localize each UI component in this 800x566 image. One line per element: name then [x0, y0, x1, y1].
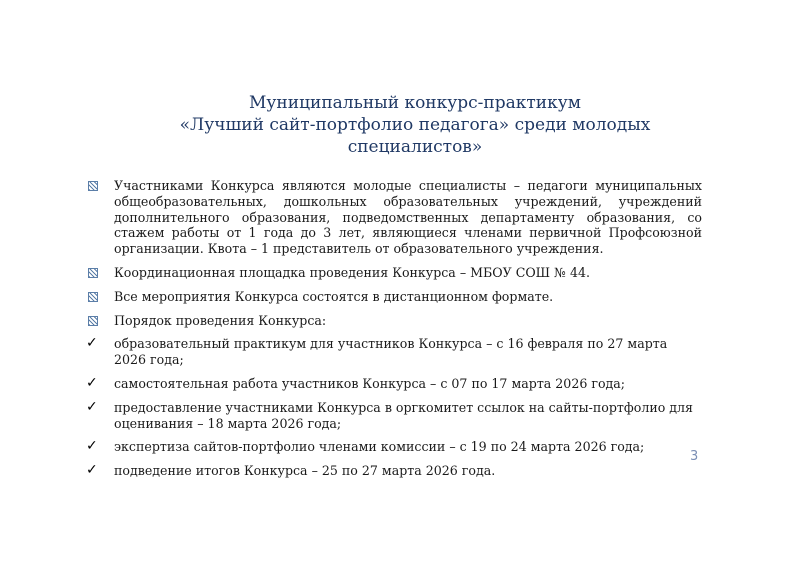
checkmark-icon: ✓ — [86, 462, 98, 479]
list-item — [86, 336, 702, 368]
list-item-text: подведение итогов Конкурса – 25 по 27 марта 2026 года. — [114, 463, 496, 479]
list-item-text: Порядок проведения Конкурса: — [114, 312, 327, 328]
list-item-text: Участниками Конкурса являются молодые специалисты – педагоги муниципальных общеобразовательных, дошкольных образовательных учреждений, учреждений дополнительного образования, подведомственных департаменту образования, со стажем работы от 1 года до 3 лет, являющиеся членами первичной Профсоюзной организации. Квота – 1 представитель от образовательного учреждения. — [114, 178, 702, 257]
title-line-1: Муниципальный конкурс-практикум — [249, 93, 581, 113]
page-title — [120, 92, 710, 158]
bullet-list — [86, 178, 702, 487]
title-line-2: «Лучший сайт-портфолио педагога» среди молодых — [179, 115, 651, 135]
box-bullet-icon — [88, 316, 98, 326]
list-item — [86, 376, 702, 392]
checkmark-icon: ✓ — [86, 335, 98, 352]
list-item-text: самостоятельная работа участников Конкурса – с 07 по 17 марта 2026 года; — [114, 375, 626, 391]
list-item — [86, 439, 702, 455]
box-bullet-icon — [88, 268, 98, 278]
list-item — [86, 265, 702, 281]
page-number: 3 — [690, 449, 699, 464]
checkmark-icon: ✓ — [86, 374, 98, 391]
list-item — [86, 178, 702, 257]
checkmark-icon: ✓ — [86, 438, 98, 455]
list-item — [86, 463, 702, 479]
list-item-text: предоставление участниками Конкурса в оргкомитет ссылок на сайты-портфолио для оценивания – 18 марта 2026 года; — [114, 399, 693, 431]
list-item — [86, 289, 702, 305]
list-item-text: образовательный практикум для участников Конкурса – с 16 февраля по 27 марта 2026 года; — [114, 336, 668, 368]
list-item-text: экспертиза сайтов-портфолио членами комиссии – с 19 по 24 марта 2026 года; — [114, 439, 645, 455]
list-item — [86, 313, 702, 329]
box-bullet-icon — [88, 181, 98, 191]
list-item — [86, 400, 702, 432]
title-line-3: специалистов» — [347, 137, 483, 157]
list-item-text: Координационная площадка проведения Конкурса – МБОУ СОШ № 44. — [114, 264, 590, 280]
list-item-text: Все мероприятия Конкурса состоятся в дистанционном формате. — [114, 288, 554, 304]
box-bullet-icon — [88, 292, 98, 302]
checkmark-icon: ✓ — [86, 398, 98, 415]
